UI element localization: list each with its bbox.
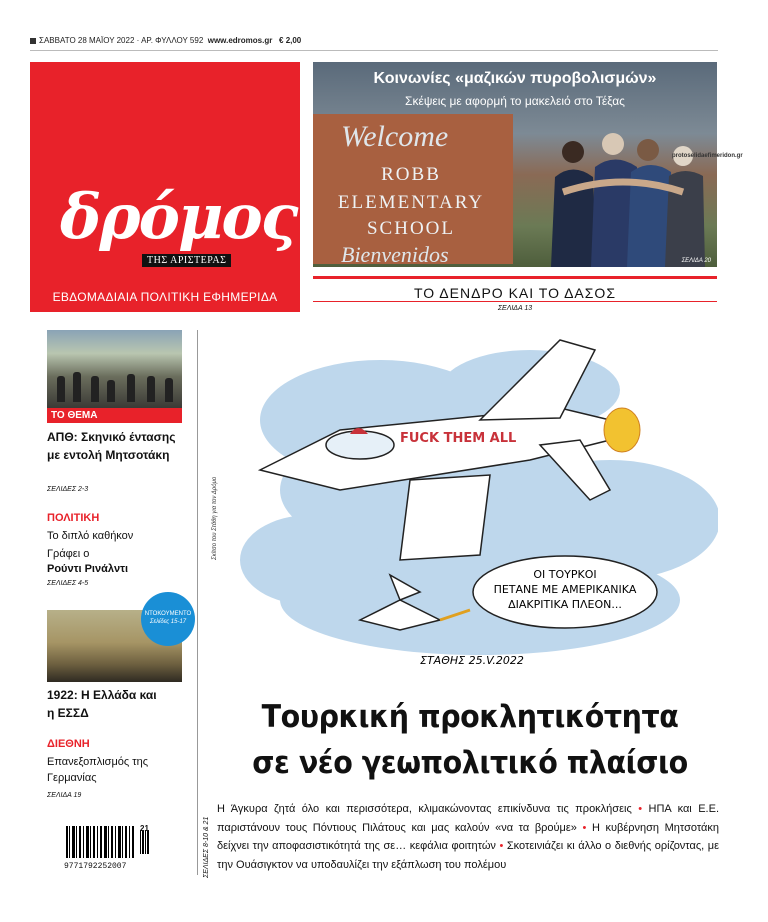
bullet: • — [576, 821, 592, 834]
main-pages: ΣΕΛΙΔΕΣ 8-10 & 21 — [203, 816, 210, 878]
lead-part: Η Άγκυρα ζητά όλο και περισσότερα, κλιμακώνοντας επικίνδυνα τις προκλήσεις — [217, 803, 632, 815]
cartoon-signature: ΣΤΑΘΗΣ 25.V.2022 — [420, 654, 524, 667]
plane-text: FUCK THEM ALL — [400, 431, 517, 446]
main-lead — [217, 800, 719, 874]
sign-line: ROBB — [381, 164, 441, 185]
badge-pages: Σελίδες 15-17 — [149, 619, 187, 625]
theme-title[interactable]: ΑΠΘ: Σκηνικό έντασης με εντολή Μητσοτάκη — [47, 430, 176, 462]
main-headline[interactable] — [222, 694, 719, 786]
top-story-page: ΣΕΛΙΔΑ 20 — [681, 258, 711, 264]
intl-page: ΣΕΛΙΔΑ 19 — [47, 792, 82, 799]
sign-line: SCHOOL — [366, 218, 455, 239]
documentary-badge[interactable] — [141, 592, 195, 646]
cartoon-credit: Σκίτσο του Στάθη για τον Δρόμο — [212, 476, 218, 560]
riot-police-photo — [47, 330, 182, 408]
theme-label: ΤΟ ΘΕΜΑ — [47, 408, 182, 423]
red-rule — [313, 276, 717, 279]
politics-label: ΠΟΛΙΤΙΚΗ — [47, 512, 100, 524]
price: € 2,00 — [279, 36, 302, 45]
column-page: ΣΕΛΙΔΑ 13 — [497, 305, 533, 312]
sign-welcome: Welcome — [341, 120, 449, 153]
sign-bienvenidos: Bienvenidos — [341, 242, 449, 267]
bullet: • — [631, 803, 649, 815]
sign-line: ELEMENTARY — [337, 192, 485, 213]
source-credit: protoselidaefimeridon.gr — [672, 153, 743, 159]
website-link[interactable]: www.edromos.gr — [207, 36, 273, 45]
dateline — [30, 36, 301, 45]
speech-bubble — [473, 556, 657, 628]
logo-subtitle: ΤΗΣ ΑΡΙΣΤΕΡΑΣ — [142, 254, 231, 267]
politics-writes: Γράφει ο — [47, 548, 90, 560]
tree-forest-column[interactable] — [313, 276, 717, 312]
top-story-subhead: Σκέψεις με αφορμή το μακελειό στο Τέξας — [405, 94, 625, 108]
intl-label: ΔΙΕΘΝΗ — [47, 738, 90, 750]
bubble-line: ΟΙ ΤΟΥΡΚΟΙ — [533, 568, 597, 581]
theme-pages: ΣΕΛΙΔΕΣ 2-3 — [47, 486, 89, 493]
tagline: ΕΒΔΟΜΑΔΙΑΙΑ ΠΟΛΙΤΙΚΗ ΕΦΗΜΕΡΙΔΑ — [52, 290, 278, 304]
headline-line-1: Τουρκική προκλητικότητα — [261, 699, 679, 735]
badge-title: ΝΤΟΚΟΥΜΕΝΤΟ — [144, 611, 192, 617]
column-divider — [197, 330, 198, 875]
lead-part: Η κυβέρνηση Μητσοτάκη δείχνει την αποφασιστικότητά της σε… κεφάλια φοιτητών — [217, 821, 720, 852]
top-story-photo[interactable] — [313, 62, 717, 267]
thin-rule — [313, 301, 717, 302]
masthead — [30, 62, 300, 312]
top-rule — [30, 50, 718, 51]
politics-author: Ρούντι Ρινάλντι — [47, 563, 129, 575]
exhaust-flame — [604, 408, 640, 452]
bubble-line: ΠΕΤΑΝΕ ΜΕ ΑΜΕΡΙΚΑΝΙΚΑ — [493, 583, 637, 596]
column-title: ΤΟ ΔΕΝΔΡΟ ΚΑΙ ΤΟ ΔΑΣΟΣ — [414, 285, 616, 301]
logo: δρόμος — [60, 180, 297, 253]
headline-line-2: σε νέο γεωπολιτικό πλαίσιο — [252, 745, 688, 781]
doc-title[interactable]: 1922: Η Ελλάδα και η ΕΣΣΔ — [47, 688, 157, 720]
school-sign — [313, 114, 513, 267]
square-icon — [30, 38, 36, 44]
lead-part: Σκοτεινιάζει κι άλλο ο διεθνής ορίζοντας, με την Ουάσιγκτον να υποδαυλίζει την εξάπλωση του πολέμου — [217, 840, 719, 871]
bullet: • — [495, 840, 507, 852]
date-issue: ΣΑΒΒΑΤΟ 28 ΜΑΪΟΥ 2022 · ΑΡ. ΦΥΛΛΟΥ 592 — [39, 36, 204, 45]
lead-part: ΗΠΑ και Ε.Ε. παριστάνουν τους Πόντιους Πιλάτους και μας καλούν «να τα βρούμε» — [217, 803, 719, 834]
top-story-headline: Κοινωνίες «μαζικών πυροβολισμών» — [373, 70, 657, 87]
politics-title[interactable]: Το διπλό καθήκον — [47, 530, 134, 542]
bubble-line: ΔΙΑΚΡΙΤΙΚΑ ΠΛΕΟΝ... — [508, 598, 622, 611]
barcode-number: 9771792252007 — [64, 862, 127, 871]
sidebar — [47, 330, 192, 875]
politics-pages: ΣΕΛΙΔΕΣ 4-5 — [47, 580, 89, 587]
cartoon[interactable] — [230, 330, 718, 670]
intl-title[interactable]: Επανεξοπλισμός της Γερμανίας — [47, 756, 149, 784]
issue-number: 21 — [140, 824, 149, 833]
